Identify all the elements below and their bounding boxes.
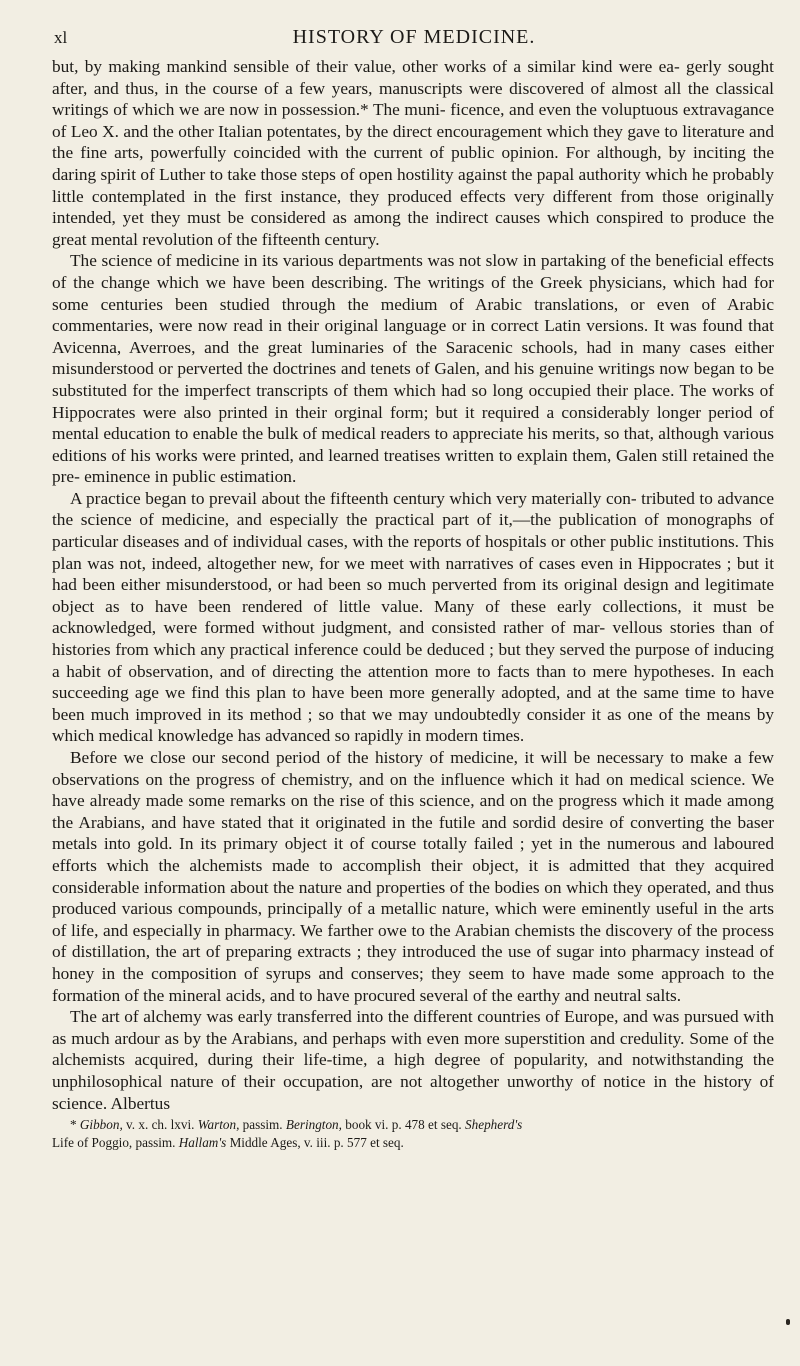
paragraph-continuation: but, by making mankind sensible of their value, other works of a similar kind were ea- gerly sought after, and thus, in the course of a few years, manuscripts were discovered of almost all the classical writings of which we are now in possession.* The muni- ficence, and even the voluptuous extravagance of Leo X. and the other Italian potentates, by the direct encouragement which they gave to literature and the fine arts, powerfully coincided with the current of public opinion. For although, by inciting the daring spirit of Luther to take those steps of open hostility against the papal authority which he probably little contemplated in the first instance, they produced effects very different from those originally intended, yet they must be considered as among the indirect causes which conspired to produce the great mental revolution of the fifteenth century. (52, 57, 774, 249)
footnote (52, 1116, 774, 1134)
footnote-author: Hallam's (178, 1135, 227, 1151)
running-head (52, 14, 776, 48)
footnote-author: Warton, (197, 1117, 240, 1133)
footnote-text: v. x. ch. lxvi. (122, 1117, 198, 1133)
running-title: HISTORY OF MEDICINE. (292, 26, 536, 48)
footnote-author: Gibbon, (79, 1117, 123, 1133)
printer-mark (786, 1319, 790, 1325)
footnote-text: passim. (239, 1117, 286, 1133)
footnote-text: Life of Poggio, passim. (52, 1135, 179, 1151)
page-number: xl (54, 28, 68, 47)
footnote-continuation (52, 1134, 774, 1152)
paragraph: The art of alchemy was early transferred into the different countries of Europe, and was pursued with as much ardour as by the Arabians, and perhaps with even more superstition and credulity. Some of the alchemists acquired, during their life-time, a high degree of popularity, and notwithstanding the unphilosophical nature of their occupation, are not altogether unworthy of notice in the history of science. Albertus (52, 1007, 774, 1113)
footnote-author: Shepherd's (465, 1117, 523, 1133)
footnote-author: Berington, (285, 1117, 342, 1133)
paragraph: A practice began to prevail about the fifteenth century which very materially con- tributed to advance the science of medicine, and especially the practical part of it,—the publication of monographs of particular diseases and of individual cases, with the reports of hospitals or other public institutions. This plan was not, indeed, altogether new, for we meet with narratives of cases even in Hippocrates ; but it had been either misunderstood, or had been so much perverted from its original design and legitimate object as to have been rendered of little value. Many of these early collections, it must be acknowledged, were formed without judgment, and consisted rather of mar- vellous stories than of histories from which any practical inference could be deduced ; but they served the purpose of inducing a habit of observation, and of directing the attention more to facts than to mere hypotheses. In each succeeding age we find this plan to have been more generally adopted, and at the same time to have been much improved in its method ; so that we may undoubtedly consider it as one of the means by which medical knowledge has advanced so rapidly in modern times. (52, 488, 774, 746)
body-text (52, 56, 774, 1114)
paragraph: The science of medicine in its various departments was not slow in partaking of the beneficial effects of the change which we have been describing. The writings of the Greek physicians, which had for some centuries been studied through the medium of Arabic translations, or even of Arabic commentaries, were now read in their original language or in correct Latin versions. It was found that Avicenna, Averroes, and the great luminaries of the Saracenic schools, had in many cases either misunderstood or perverted the doctrines and tenets of Galen, and his genuine writings now began to be substituted for the imperfect transcripts of them which had so long occupied their place. The works of Hippocrates were also printed in their orginal form; but it required a considerably longer period of mental education to enable the bulk of medical readers to appreciate his merits, so that, although various editions of his works were printed, and learned treatises written to explain them, Galen still retained the pre- eminence in public estimation. (52, 251, 774, 487)
footnote-marker: * (70, 1117, 77, 1133)
footnote-text: Middle Ages, v. iii. p. 577 et seq. (226, 1135, 404, 1151)
footnote-text: book vi. p. 478 et seq. (341, 1117, 466, 1133)
paragraph: Before we close our second period of the history of medicine, it will be necessary to make a few observations on the progress of chemistry, and on the influence which it had on medical science. We have already made some remarks on the rise of this science, and on the progress which it made among the Arabians, and have stated that it originated in the futile and sordid desire of converting the baser metals into gold. In its primary object it of course totally failed ; yet in the numerous and laboured efforts which the alchemists made to accomplish their object, it is admitted that they acquired considerable information about the nature and properties of the bodies on which they operated, and thus produced various compounds, principally of a metallic nature, which were eminently useful in the arts of life, and especially in pharmacy. We farther owe to the Arabian chemists the discovery of the process of distillation, the art of preparing extracts ; they introduced the use of sugar into pharmacy instead of honey in the composition of syrups and conserves; they seem to have made some approach to the formation of the mineral acids, and to have procured several of the earthy and neutral salts. (52, 748, 774, 1005)
